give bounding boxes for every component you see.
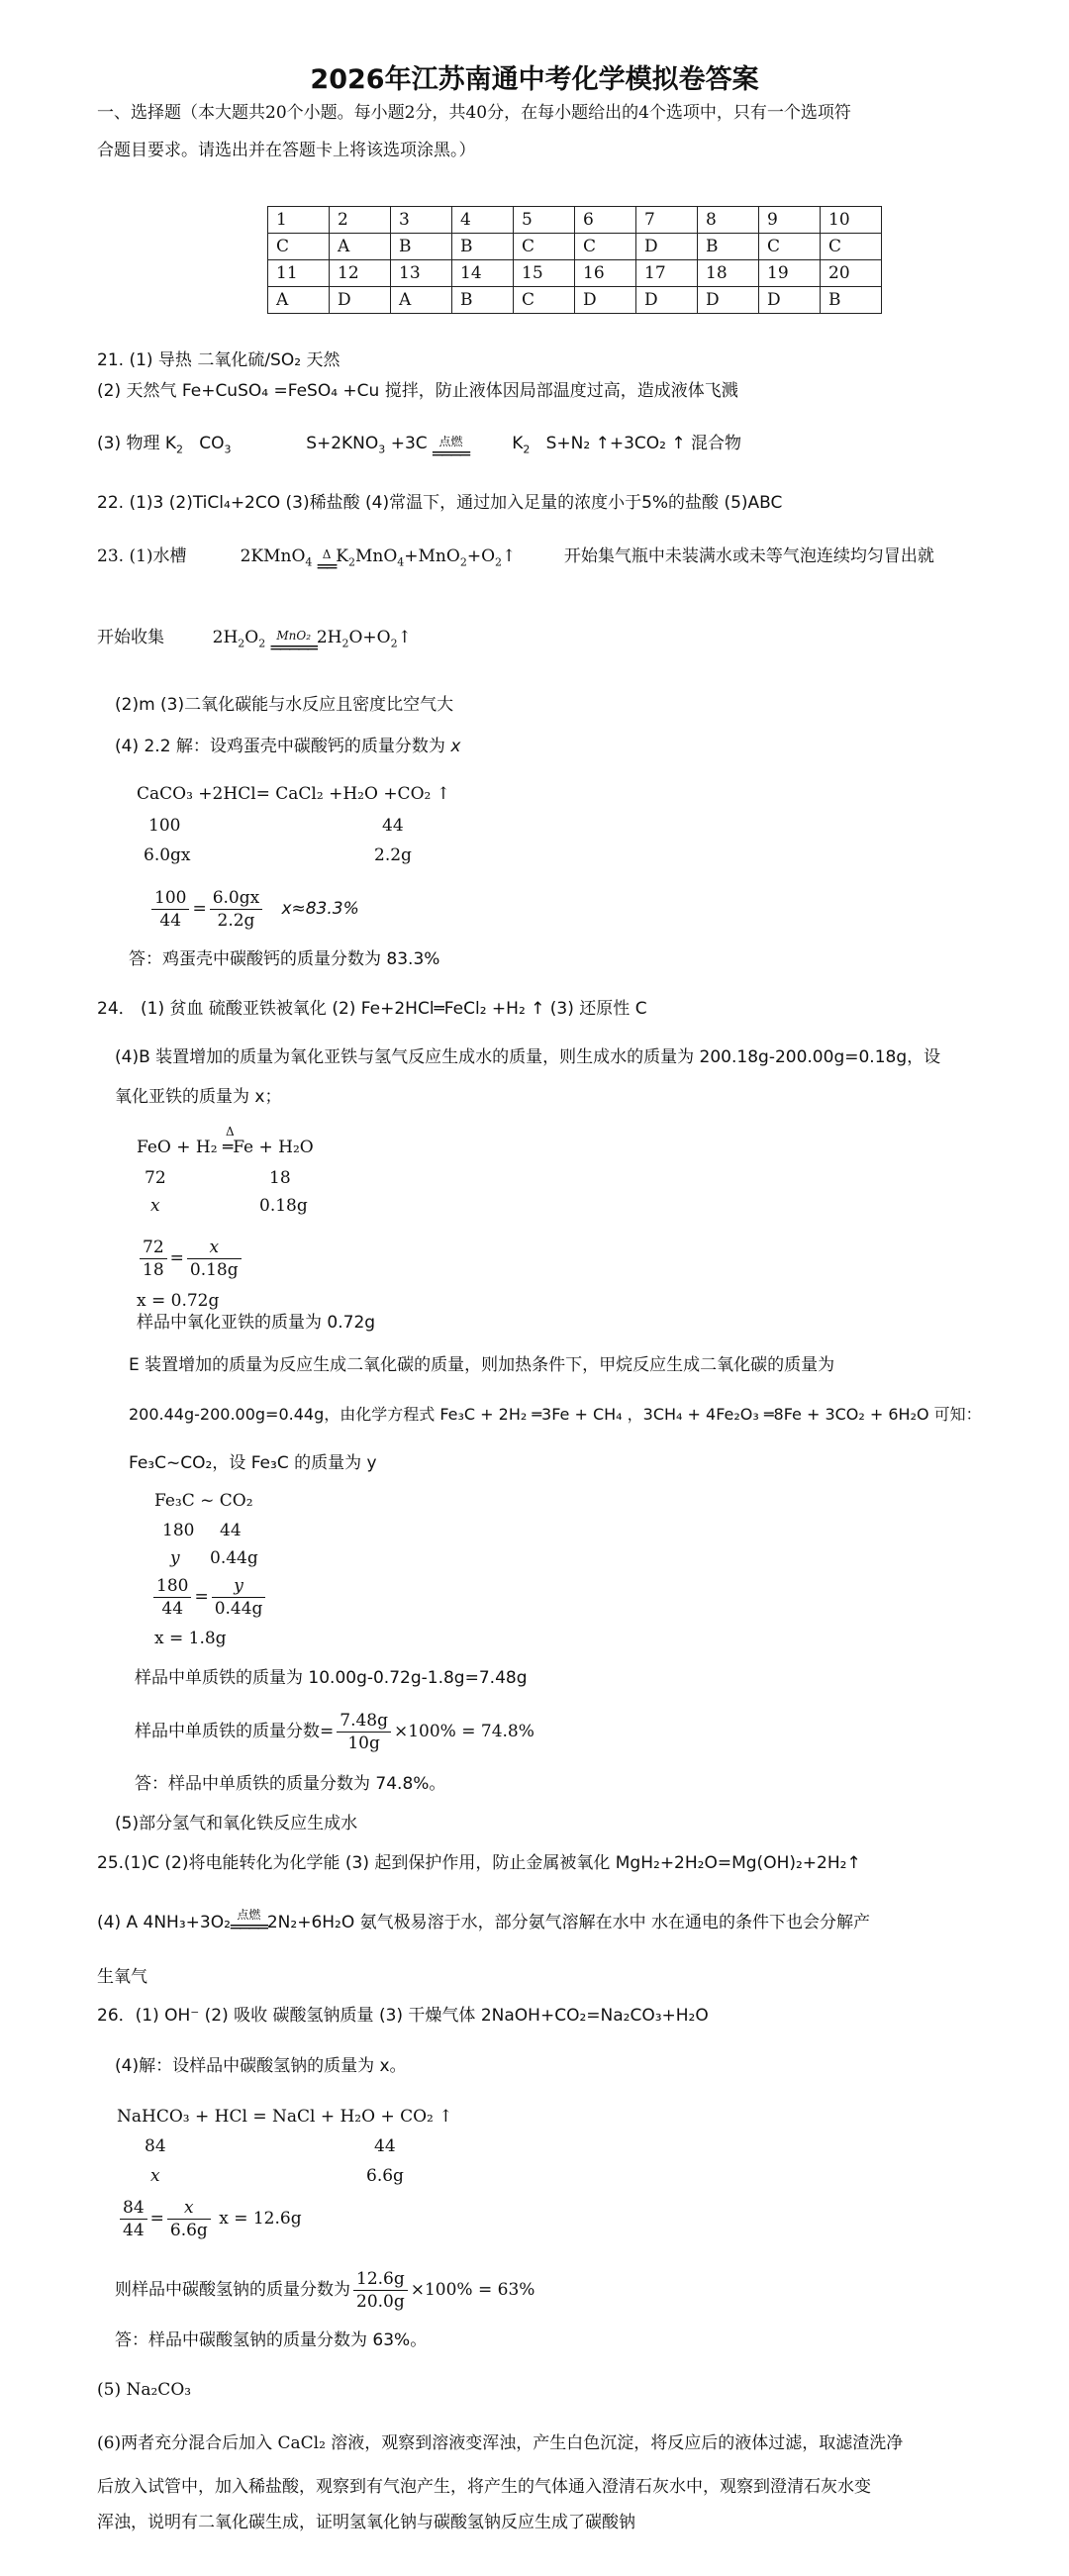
- q23-line3: (2)m (3)二氧化碳能与水反应且密度比空气大: [115, 695, 454, 715]
- table-cell: B: [698, 234, 759, 260]
- table-cell: A: [330, 234, 391, 260]
- q26-proportion: $\frac{84}{44}$ = $\frac{x}{6.6g}$ x = 12.6g: [117, 2196, 302, 2241]
- q26-line5: (5) Na₂CO₃: [97, 2380, 192, 2400]
- condition-catalyst: MnO₂ ═════: [270, 629, 317, 659]
- table-cell: 4: [452, 207, 514, 234]
- table-cell: 3: [391, 207, 452, 234]
- q23-line4: (4) 2.2 解：设鸡蛋壳中碳酸钙的质量分数为 x: [115, 737, 461, 756]
- q24-answer1: 样品中氧化亚铁的质量为 0.72g: [137, 1313, 376, 1333]
- table-cell: 5: [514, 207, 575, 234]
- q24-proportion1: $\frac{72}{18}$ = $\frac{x}{0.18g}$: [137, 1236, 244, 1281]
- table-cell: 14: [452, 260, 514, 287]
- table-cell: B: [452, 287, 514, 314]
- q24-line1: 24． (1) 贫血 硫酸亚铁被氧化 (2) Fe+2HCl═FeCl₂ +H₂ ↑ (3) 还原性 C: [97, 999, 647, 1019]
- table-cell: 13: [391, 260, 452, 287]
- q24-line3: 氧化亚铁的质量为 x；: [115, 1087, 282, 1107]
- condition-heat: Δ ══: [317, 547, 337, 578]
- q25-line2: (4) A 4NH₃+3O₂ 点燃 ════ 2N₂+6H₂O 氨气极易溶于水，部分氨气溶解在水中 水在通电的条件下也会分解产: [97, 1908, 871, 1937]
- q24-line2: (4)B 装置增加的质量为氧化亚铁与氢气反应生成水的质量，则生成水的质量为 200.18g-200.00g=0.18g，设: [115, 1047, 941, 1067]
- section1-line1: 一、选择题（本大题共20个小题。每小题2分，共40分，在每小题给出的4个选项中，只有一个选项符: [97, 103, 851, 123]
- q23-equation: CaCO₃ +2HCl= CaCl₂ +H₂O +CO₂ ↑: [137, 784, 450, 804]
- table-cell: 11: [268, 260, 330, 287]
- table-cell: C: [759, 234, 821, 260]
- q22-line1: 22. (1)3 (2)TiCl₄+2CO (3)稀盐酸 (4)常温下，通过加入足量的浓度小于5%的盐酸 (5)ABC: [97, 493, 783, 513]
- table-cell: B: [391, 234, 452, 260]
- q23-line1: 23. (1)水槽 2KMnO$_4$ Δ ══ $K_2MnO_4+MnO_2+O_2↑$ 开始集气瓶中未装满水或未等气泡连续均匀冒出就: [97, 546, 934, 578]
- q23-mass2: 44: [382, 816, 404, 836]
- table-cell: D: [636, 287, 698, 314]
- table-row: [268, 234, 882, 260]
- q21-line3: (3) 物理 $K_2$ $CO_3$ $S+2KNO_3 +3C$ 点燃 ════ $K_2$ S+N₂ ↑+3CO₂ ↑ 混合物: [97, 434, 742, 465]
- q23-line2: 开始收集 $2H_2O_2$ MnO₂ ═════ $2H_2O+O_2↑$: [97, 628, 412, 659]
- q26-line6a: (6)两者充分混合后加入 CaCl₂ 溶液，观察到溶液变浑浊，产生白色沉淀，将反应后的液体过滤，取滤渣洗净: [97, 2433, 904, 2453]
- q24-ratio2: 44: [220, 1521, 242, 1540]
- q26-line1: 26．(1) OH⁻ (2) 吸收 碳酸氢钠质量 (3) 干燥气体 2NaOH+CO₂=Na₂CO₃+H₂O: [97, 2006, 709, 2026]
- q23-mass4: 2.2g: [374, 845, 412, 865]
- table-cell: D: [575, 287, 636, 314]
- q24-answer2: 答：样品中单质铁的质量分数为 74.8%。: [135, 1774, 446, 1794]
- q23-proportion: $\frac{100}{44}$ = $\frac{6.0gx}{2.2g}$ x≈83.3%: [148, 886, 359, 932]
- q24-result1: x = 0.72g: [137, 1291, 220, 1311]
- table-cell: A: [268, 287, 330, 314]
- table-cell: C: [821, 234, 882, 260]
- q26-line6b: 后放入试管中，加入稀盐酸，观察到有气泡产生，将产生的气体通入澄清石灰水中，观察到澄清石灰水变: [97, 2477, 871, 2497]
- table-cell: D: [330, 287, 391, 314]
- q24-heat-mark: Δ: [226, 1125, 235, 1139]
- table-cell: B: [821, 287, 882, 314]
- q24-line6: Fe₃C~CO₂，设 Fe₃C 的质量为 y: [129, 1453, 377, 1473]
- condition-ignite: 点燃 ════: [433, 435, 469, 465]
- q26-line2: (4)解：设样品中碳酸氢钠的质量为 x。: [115, 2056, 407, 2076]
- table-cell: 12: [330, 260, 391, 287]
- table-row: [268, 287, 882, 314]
- q24-line7: 样品中单质铁的质量为 10.00g-0.72g-1.8g=7.48g: [135, 1668, 528, 1688]
- table-cell: 15: [514, 260, 575, 287]
- q25-line1: 25.(1)C (2)将电能转化为化学能 (3) 起到保护作用，防止金属被氧化 MgH₂+2H₂O=Mg(OH)₂+2H₂↑: [97, 1853, 861, 1873]
- q24-mass4: 0.18g: [259, 1196, 308, 1216]
- q23-answer: 答：鸡蛋壳中碳酸钙的质量分数为 83.3%: [129, 949, 440, 969]
- answer-table: [267, 206, 882, 314]
- section1-line2: 合题目要求。请选出并在答题卡上将该选项涂黑。）: [97, 141, 476, 160]
- table-cell: C: [514, 287, 575, 314]
- q24-line8: 样品中单质铁的质量分数= $\frac{7.48g}{10g}$ ×100% = 74.8%: [135, 1710, 534, 1753]
- q26-line3: 则样品中碳酸氢钠的质量分数为 $\frac{12.6g}{20.0g}$ ×100% = 63%: [115, 2268, 535, 2312]
- table-cell: C: [514, 234, 575, 260]
- q26-equation: NaHCO₃ + HCl = NaCl + H₂O + CO₂ ↑: [117, 2107, 453, 2127]
- table-cell: 7: [636, 207, 698, 234]
- table-cell: 20: [821, 260, 882, 287]
- q26-mass2: 44: [374, 2136, 396, 2156]
- table-cell: 10: [821, 207, 882, 234]
- q21-line1: 21. (1) 导热 二氧化硫/SO₂ 天然: [97, 350, 340, 370]
- table-cell: 9: [759, 207, 821, 234]
- q24-line5: 200.44g-200.00g=0.44g，由化学方程式 Fe₃C + 2H₂ ═3Fe + CH₄ ，3CH₄ + 4Fe₂O₃ ═8Fe + 3CO₂ + 6H₂O 可知：: [129, 1405, 982, 1424]
- condition-ignite-2: 点燃 ════: [230, 1908, 267, 1937]
- q24-line9: (5)部分氢气和氧化铁反应生成水: [115, 1814, 358, 1833]
- q24-equation2: Fe₃C ~ CO₂: [154, 1491, 253, 1511]
- table-cell: 16: [575, 260, 636, 287]
- q24-ratio1: 180: [162, 1521, 195, 1540]
- q24-mass2: 18: [269, 1168, 291, 1188]
- q24-proportion2: $\frac{180}{44}$ = $\frac{y}{0.44g}$: [150, 1574, 268, 1620]
- q24-mass1: 72: [145, 1168, 166, 1188]
- table-cell: C: [575, 234, 636, 260]
- q24-equation1: FeO + H₂ ═Fe + H₂O: [137, 1138, 314, 1157]
- table-cell: B: [452, 234, 514, 260]
- table-cell: D: [698, 287, 759, 314]
- q24-ratio4: 0.44g: [210, 1548, 258, 1568]
- table-cell: A: [391, 287, 452, 314]
- table-row: [268, 260, 882, 287]
- table-cell: 19: [759, 260, 821, 287]
- table-cell: 18: [698, 260, 759, 287]
- table-cell: 2: [330, 207, 391, 234]
- q24-ratio3: y: [170, 1548, 180, 1568]
- table-cell: D: [759, 287, 821, 314]
- q24-mass3: x: [150, 1196, 160, 1216]
- q23-mass3: 6.0gx: [144, 845, 191, 865]
- q26-mass3: x: [150, 2166, 160, 2186]
- q26-mass1: 84: [145, 2136, 166, 2156]
- q26-line6c: 浑浊，说明有二氧化碳生成，证明氢氧化钠与碳酸氢钠反应生成了碳酸钠: [97, 2513, 635, 2532]
- table-cell: D: [636, 234, 698, 260]
- table-row: [268, 207, 882, 234]
- table-cell: 17: [636, 260, 698, 287]
- q25-line3: 生氧气: [97, 1967, 147, 1987]
- q26-answer: 答：样品中碳酸氢钠的质量分数为 63%。: [115, 2330, 428, 2350]
- q24-result2: x = 1.8g: [154, 1629, 227, 1648]
- q26-mass4: 6.6g: [366, 2166, 404, 2186]
- q23-mass1: 100: [148, 816, 181, 836]
- table-cell: C: [268, 234, 330, 260]
- q21-line2: (2) 天然气 Fe+CuSO₄ =FeSO₄ +Cu 搅拌，防止液体因局部温度过高，造成液体飞溅: [97, 381, 738, 401]
- table-cell: 8: [698, 207, 759, 234]
- table-cell: 1: [268, 207, 330, 234]
- q24-line4: E 装置增加的质量为反应生成二氧化碳的质量，则加热条件下，甲烷反应生成二氧化碳的质量为: [129, 1355, 835, 1375]
- page-title: 2026年江苏南通中考化学模拟卷答案: [310, 64, 759, 95]
- table-cell: 6: [575, 207, 636, 234]
